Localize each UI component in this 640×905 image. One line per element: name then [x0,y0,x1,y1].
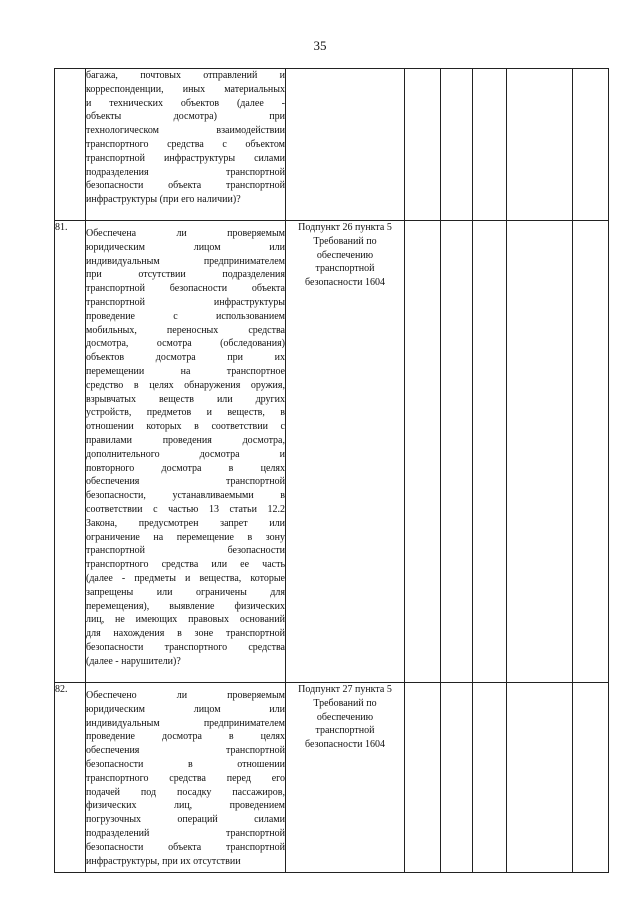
table-row [55,683,609,873]
question-line: перемещения), выявление физических [86,600,285,612]
checklist-table [54,68,609,873]
question-line: правилами проведения досмотра, [86,434,285,446]
question-line: физических лиц, проведением [86,800,285,812]
question-line: транспортной инфраструктуры силами [86,152,285,164]
question-line: транспортной безопасности объекта [86,283,285,295]
question-line: повторного досмотра в целях [86,462,285,474]
table-row [55,221,609,683]
row-number: 81. [55,222,68,233]
question-line: индивидуальным предпринимателем [86,255,285,267]
empty-cell [441,221,473,683]
reference-cell [286,683,405,873]
question-line: отношении которых в соответствии с [86,421,285,433]
question-line: лиц, не имеющих правовых оснований [86,614,285,626]
empty-cell [405,221,441,683]
reference-cell [286,69,405,221]
question-line: средство в целях обнаружения оружия, [86,379,285,391]
row-number-cell [55,221,86,683]
question-line: транспортного средства с объектом [86,138,285,150]
reference-line: обеспечению [316,711,374,723]
empty-cell [573,221,609,683]
page-number: 35 [313,38,327,53]
question-line: подразделения транспортной [86,166,285,178]
question-line: Обеспечено ли проверяемым [86,690,285,701]
question-line: для нахождения в зоне транспортной [86,628,285,640]
question-line: безопасности объекта транспортной [86,841,285,853]
reference-line: транспортной [315,263,375,275]
empty-cell [507,221,573,683]
reference-line: Подпункт 26 пункта 5 [298,222,392,233]
question-line: подразделений транспортной [86,827,285,839]
question-line: технологическом взаимодействии [86,125,285,137]
reference-line: безопасности 1604 [305,739,385,751]
question-line: транспортной безопасности [86,545,285,557]
question-line: (далее - нарушители)? [86,655,181,667]
question-cell [86,69,286,221]
question-line: объектов досмотра при их [86,352,285,364]
question-cell [86,683,286,873]
reference-line: безопасности 1604 [305,277,385,289]
empty-cell [507,69,573,221]
question-line: индивидуальным предпринимателем [86,717,285,729]
question-line: транспортного средства или ее часть [86,559,285,571]
empty-cell [573,683,609,873]
question-line: перемещении на транспортное [86,365,285,377]
question-line: безопасности, устанавливаемыми в [86,490,285,502]
question-line: транспортного средства перед его [86,772,285,784]
question-line: транспортной инфраструктуры [86,296,285,308]
reference-line: обеспечению [316,249,374,261]
question-line: при отсутствии подразделения [86,269,285,281]
question-line: мобильных, переносных средства [86,324,285,336]
row-number-cell [55,683,86,873]
table-row [55,69,609,221]
question-line: юридическим лицом или [86,703,285,715]
question-line: проведение досмотра в целях [86,731,285,743]
question-line: досмотра, осмотра (обследования) [86,338,285,350]
empty-cell [405,683,441,873]
empty-cell [573,69,609,221]
question-line: безопасности в отношении [86,758,285,770]
reference-line: транспортной [315,725,375,737]
empty-cell [473,221,507,683]
empty-cell [507,683,573,873]
empty-cell [405,69,441,221]
question-line: багажа, почтовых отправлений и [86,70,285,81]
question-line: безопасности объекта транспортной [86,180,285,192]
question-line: и технических объектов (далее - [86,97,285,109]
question-line: Закона, предусмотрен запрет или [86,517,285,529]
question-line: юридическим лицом или [86,241,285,253]
row-number-cell [55,69,86,221]
row-number: 82. [55,684,68,695]
question-line: ограничение на перемещение в зону [86,531,285,543]
question-line: инфраструктуры, при их отсутствии [86,855,241,867]
question-line: обеспечения транспортной [86,745,285,757]
question-line: объекты досмотра) при [86,111,285,123]
question-line: Обеспечена ли проверяемым [86,228,285,239]
question-line: соответствии с частью 13 статьи 12.2 [86,503,285,515]
question-line: безопасности транспортного средства [86,641,285,653]
question-line: устройств, предметов и веществ, в [86,407,285,419]
question-line: инфраструктуры (при его наличии)? [86,194,241,206]
reference-cell [286,221,405,683]
reference-line: Требований по [313,697,377,709]
question-line: (далее - предметы и вещества, которые [86,572,285,584]
empty-cell [473,69,507,221]
question-cell [86,221,286,683]
empty-cell [441,69,473,221]
question-line: проведение с использованием [86,310,285,322]
question-line: подачей под посадку пассажиров, [86,786,285,798]
question-line: дополнительного досмотра и [86,448,285,460]
question-line: запрещены или ограничены для [86,586,285,598]
question-line: погрузочных операций силами [86,814,285,826]
question-line: корреспонденции, иных материальных [86,83,285,95]
question-line: взрывчатых веществ или других [86,393,285,405]
reference-line: Требований по [313,235,377,247]
question-line: обеспечения транспортной [86,476,285,488]
empty-cell [473,683,507,873]
empty-cell [441,683,473,873]
reference-line: Подпункт 27 пункта 5 [298,684,392,695]
